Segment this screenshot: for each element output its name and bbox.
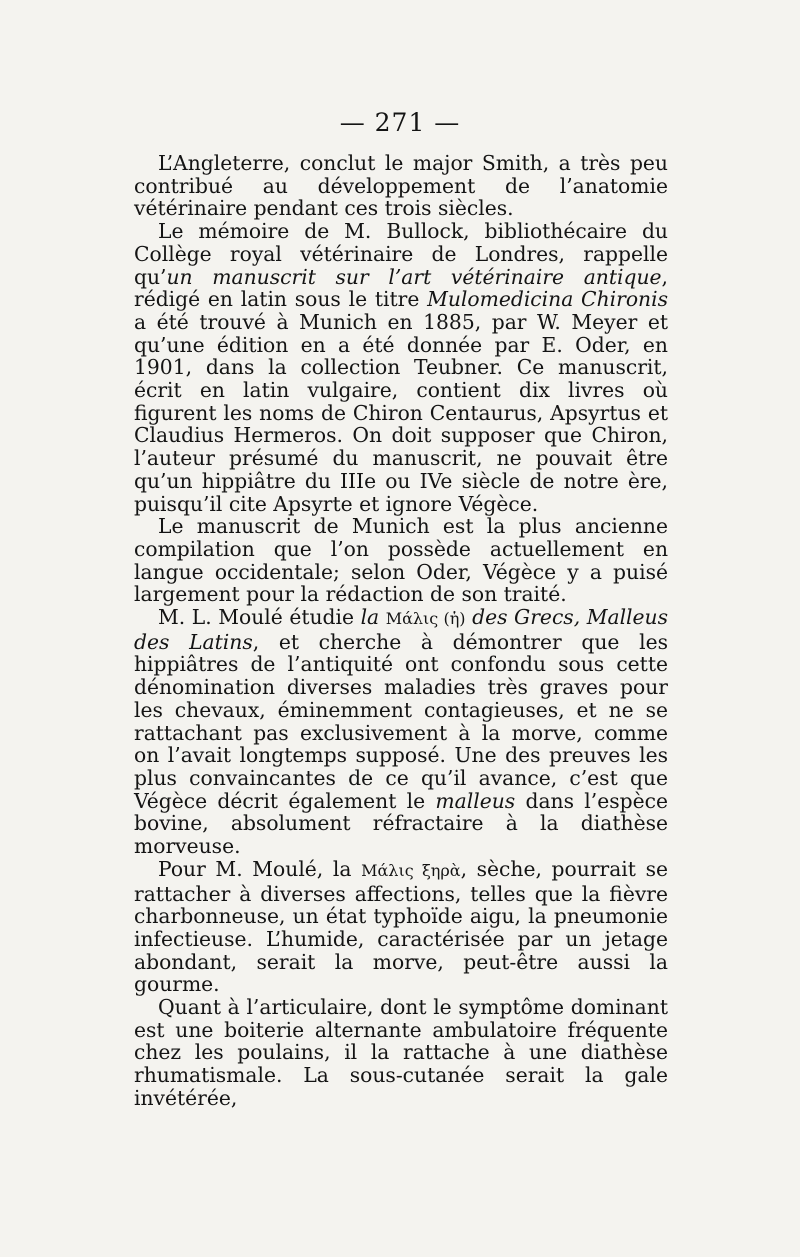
text-run: Le mémoire de M. Bullock, bibliothécaire du Collège royal vétérinaire de Londres, rappelle qu’ [134, 219, 668, 289]
text-run: , et cherche à démontrer que les hippiâtres de l’antiquité ont confondu sous cette dénomination diverses maladies très graves pour les chevaux, éminemment contagieuses, et ne se rattachant pas exclusivement à la morve, comme on l’avait longtemps supposé. Une des preuves les plus convaincantes de ce qu’il avance, c’est que Végèce décrit également le [134, 629, 668, 813]
text-run: Le manuscrit de Munich est la plus ancienne compilation que l’on possède actuellement en langue occidentale; selon Oder, Végèce y a puisé largement pour la rédaction de son traité. [134, 514, 668, 607]
paragraph [134, 996, 668, 1110]
paragraph [134, 152, 668, 220]
italic-text: la [360, 605, 380, 630]
paragraph [134, 515, 668, 606]
text-run: a été trouvé à Munich en 1885, par W. Meyer et qu’une édition en a été donnée par E. Oder, en 1901, dans la collection Teubner. Ce manuscrit, écrit en latin vulgaire, contient dix livres où figurent les noms de Chiron Centaurus, Apsyrtus et Claudius Hermeros. On doit supposer que Chiron, l’auteur présumé du manuscrit, ne pouvait être qu’un hippiâtre du IIIe ou IVe siècle de notre ère, puisqu’il cite Apsyrte et ignore Végèce. [134, 309, 668, 516]
greek-term: Μάλις ξηρὰ [361, 860, 461, 880]
text-run: , sèche, pourrait se rattacher à diverses affections, telles que la fièvre charbonneuse, un état typhoïde aigu, la pneumonie infectieuse. L’humide, caractérisée par un jetage abondant, serait la morve, peut-être aussi la gourme. [134, 856, 668, 997]
italic-text: un manuscrit sur l’art vétérinaire antique [166, 264, 662, 289]
paragraph [134, 858, 668, 996]
text-run: Pour M. Moulé, la [158, 856, 362, 881]
italic-text: Mulomedicina Chironis [427, 287, 668, 312]
body-text [134, 152, 668, 1110]
italic-text: des Grecs, Malleus des Latins [134, 605, 669, 654]
paragraph [134, 220, 668, 515]
text-run: M. L. Moulé étudie [158, 605, 361, 630]
paragraph [134, 606, 668, 858]
text-run: L’Angleterre, conclut le major Smith, a très peu contribué au développement de l’anatomie vétérinaire pendant ces trois siècles. [134, 151, 668, 221]
text-run: dans l’espèce bovine, absolument réfractaire à la diathèse morveuse. [134, 788, 668, 859]
text-run: Quant à l’articulaire, dont le symptôme dominant est une boiterie alternante ambulatoire fréquente chez les poulains, il la rattache à une diathèse rhumatismale. La sous-cutanée serait la gale invétérée, [134, 995, 668, 1110]
page-number: — 271 — [339, 108, 461, 137]
greek-term: Μάλις (ἡ) [385, 609, 466, 629]
italic-text: malleus [435, 788, 516, 813]
text-run: , rédigé en latin sous le titre [134, 264, 668, 312]
